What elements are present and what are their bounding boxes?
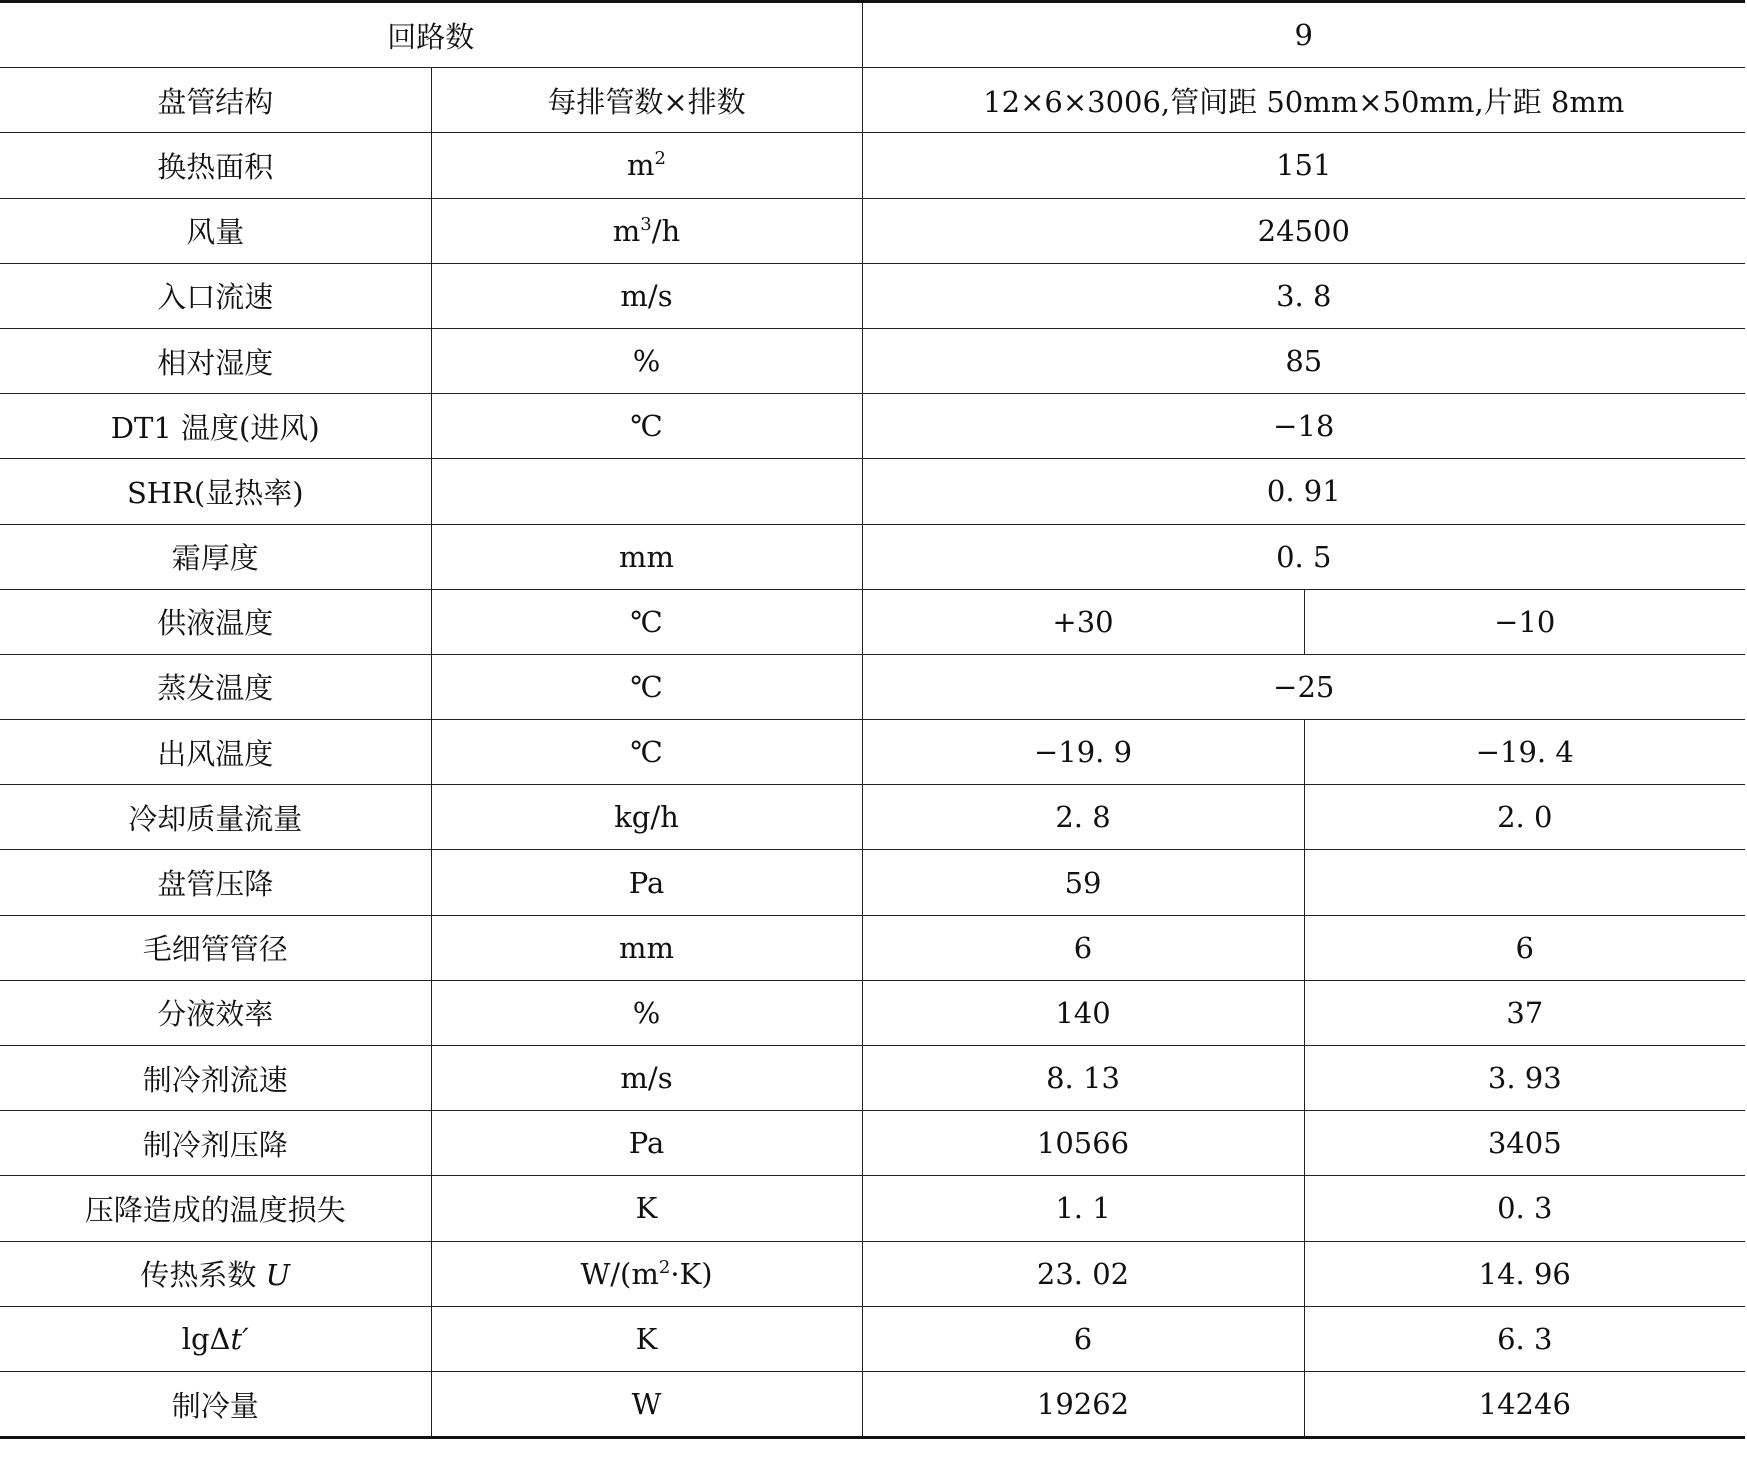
row-value-a: 2. 8 bbox=[862, 785, 1304, 850]
table-row bbox=[0, 1306, 1745, 1371]
row-unit: W bbox=[431, 1371, 862, 1437]
row-label: 出风温度 bbox=[0, 720, 431, 785]
row-label: SHR(显热率) bbox=[0, 459, 431, 524]
row-unit: Pa bbox=[431, 1111, 862, 1176]
table-row bbox=[0, 394, 1745, 459]
table-row bbox=[0, 263, 1745, 328]
row-label: 制冷量 bbox=[0, 1371, 431, 1437]
row-unit bbox=[431, 1241, 862, 1306]
unit-superscript: 2 bbox=[654, 148, 666, 170]
row-value-b: 0. 3 bbox=[1304, 1176, 1745, 1241]
row-value-b: 14. 96 bbox=[1304, 1241, 1745, 1306]
row-value-b: 3405 bbox=[1304, 1111, 1745, 1176]
row-value-b: −19. 4 bbox=[1304, 720, 1745, 785]
table-row bbox=[0, 133, 1745, 198]
row-value-a: 19262 bbox=[862, 1371, 1304, 1437]
label-text: 传热系数 bbox=[140, 1258, 266, 1293]
table-row bbox=[0, 850, 1745, 915]
row-value: 9 bbox=[862, 2, 1745, 68]
row-value: 151 bbox=[862, 133, 1745, 198]
row-unit: kg/h bbox=[431, 785, 862, 850]
row-value-a: 140 bbox=[862, 980, 1304, 1045]
row-value-a: −19. 9 bbox=[862, 720, 1304, 785]
row-unit: % bbox=[431, 328, 862, 393]
row-value: 24500 bbox=[862, 198, 1745, 263]
row-unit: ℃ bbox=[431, 394, 862, 459]
row-unit: Pa bbox=[431, 850, 862, 915]
row-unit: m/s bbox=[431, 263, 862, 328]
row-label bbox=[0, 1241, 431, 1306]
table-row bbox=[0, 524, 1745, 589]
unit-head: W/(m bbox=[580, 1256, 659, 1291]
table-row bbox=[0, 720, 1745, 785]
row-value-b: 6. 3 bbox=[1304, 1306, 1745, 1371]
row-label: 相对湿度 bbox=[0, 328, 431, 393]
row-value-a: 10566 bbox=[862, 1111, 1304, 1176]
row-label: 换热面积 bbox=[0, 133, 431, 198]
table-row bbox=[0, 1241, 1745, 1306]
label-variable: U bbox=[265, 1258, 291, 1293]
row-value-b: −10 bbox=[1304, 589, 1745, 654]
row-value: −18 bbox=[862, 394, 1745, 459]
table-row bbox=[0, 328, 1745, 393]
row-value-a: 8. 13 bbox=[862, 1046, 1304, 1111]
row-label: 压降造成的温度损失 bbox=[0, 1176, 431, 1241]
row-label: 回路数 bbox=[0, 2, 862, 68]
table-row bbox=[0, 198, 1745, 263]
row-value-b: 2. 0 bbox=[1304, 785, 1745, 850]
row-unit: K bbox=[431, 1176, 862, 1241]
row-value: −25 bbox=[862, 654, 1745, 719]
unit-base: m bbox=[627, 148, 655, 183]
row-unit bbox=[431, 459, 862, 524]
unit-tail: ·K) bbox=[670, 1256, 713, 1291]
row-label: 制冷剂压降 bbox=[0, 1111, 431, 1176]
row-value-b: 6 bbox=[1304, 915, 1745, 980]
label-text: lgΔ bbox=[181, 1321, 231, 1356]
row-unit: K bbox=[431, 1306, 862, 1371]
table-row bbox=[0, 459, 1745, 524]
row-unit: ℃ bbox=[431, 720, 862, 785]
table-row bbox=[0, 980, 1745, 1045]
row-label: 蒸发温度 bbox=[0, 654, 431, 719]
row-value: 0. 5 bbox=[862, 524, 1745, 589]
table-row bbox=[0, 2, 1745, 68]
row-value-b: 14246 bbox=[1304, 1371, 1745, 1437]
table-row bbox=[0, 1176, 1745, 1241]
row-value: 85 bbox=[862, 328, 1745, 393]
row-label: 制冷剂流速 bbox=[0, 1046, 431, 1111]
table-row bbox=[0, 1111, 1745, 1176]
row-unit: mm bbox=[431, 915, 862, 980]
label-variable: t′ bbox=[230, 1321, 249, 1356]
table-row bbox=[0, 1046, 1745, 1111]
table-row bbox=[0, 915, 1745, 980]
row-value-a: +30 bbox=[862, 589, 1304, 654]
row-value-b: 3. 93 bbox=[1304, 1046, 1745, 1111]
row-label: 霜厚度 bbox=[0, 524, 431, 589]
row-label: 供液温度 bbox=[0, 589, 431, 654]
row-value-a: 6 bbox=[862, 915, 1304, 980]
unit-superscript: 2 bbox=[658, 1256, 671, 1278]
row-unit bbox=[431, 198, 862, 263]
row-unit: % bbox=[431, 980, 862, 1045]
table-row bbox=[0, 1371, 1745, 1437]
row-label: 盘管结构 bbox=[0, 68, 431, 133]
row-value: 12×6×3006,管间距 50mm×50mm,片距 8mm bbox=[862, 68, 1745, 133]
row-value-a: 23. 02 bbox=[862, 1241, 1304, 1306]
row-label: 风量 bbox=[0, 198, 431, 263]
row-label: 入口流速 bbox=[0, 263, 431, 328]
row-value-b: 37 bbox=[1304, 980, 1745, 1045]
row-value-a: 59 bbox=[862, 850, 1304, 915]
table-row bbox=[0, 68, 1745, 133]
row-value: 0. 91 bbox=[862, 459, 1745, 524]
row-unit: ℃ bbox=[431, 589, 862, 654]
row-value-a: 1. 1 bbox=[862, 1176, 1304, 1241]
row-unit: mm bbox=[431, 524, 862, 589]
row-unit: ℃ bbox=[431, 654, 862, 719]
row-value-b bbox=[1304, 850, 1745, 915]
table-row bbox=[0, 589, 1745, 654]
unit-base: m bbox=[612, 213, 641, 248]
table-row bbox=[0, 785, 1745, 850]
unit-superscript: 3 bbox=[640, 213, 652, 235]
row-label: DT1 温度(进风) bbox=[0, 394, 431, 459]
row-label: 冷却质量流量 bbox=[0, 785, 431, 850]
row-unit: 每排管数×排数 bbox=[431, 68, 862, 133]
row-value: 3. 8 bbox=[862, 263, 1745, 328]
unit-tail: /h bbox=[651, 213, 681, 248]
row-label: 分液效率 bbox=[0, 980, 431, 1045]
row-label bbox=[0, 1306, 431, 1371]
row-unit: m/s bbox=[431, 1046, 862, 1111]
row-value-a: 6 bbox=[862, 1306, 1304, 1371]
row-unit bbox=[431, 133, 862, 198]
row-label: 毛细管管径 bbox=[0, 915, 431, 980]
table-row bbox=[0, 654, 1745, 719]
row-label: 盘管压降 bbox=[0, 850, 431, 915]
